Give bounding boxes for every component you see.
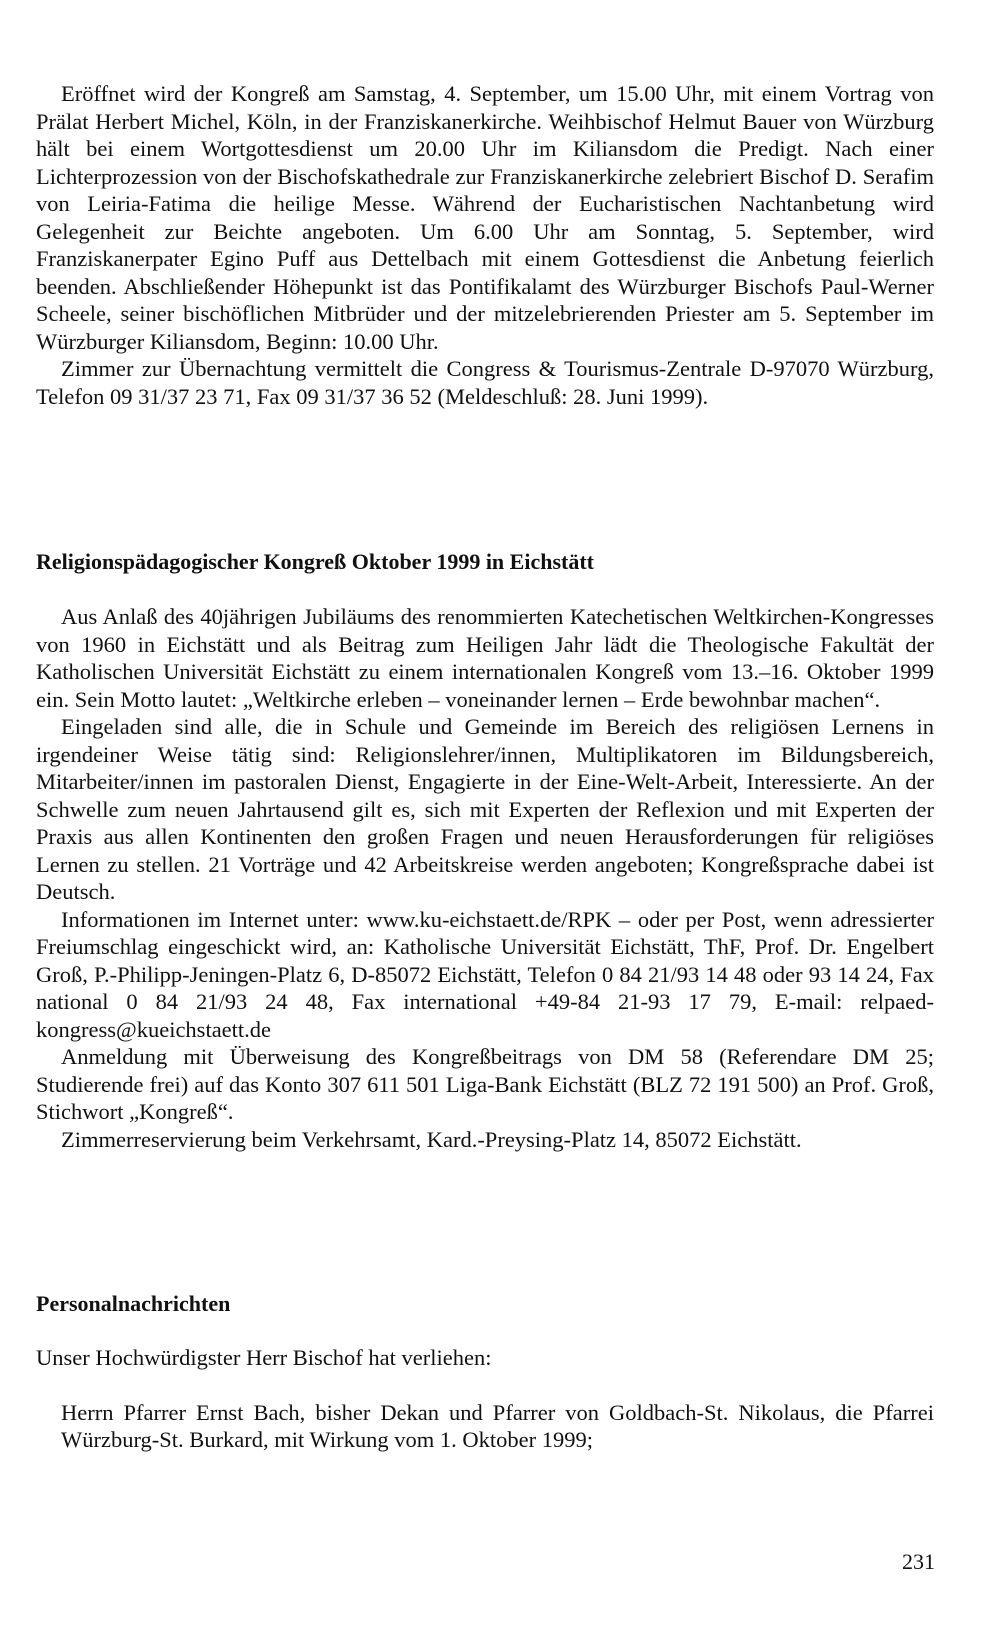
section-heading-eichstaett: Religionspädagogischer Kongreß Oktober 1999 in Eichstätt — [36, 549, 594, 574]
section-heading-personnel: Personalnachrichten — [36, 1291, 231, 1316]
eichstaett-invitation-paragraph: Eingeladen sind alle, die in Schule und Gemeinde im Bereich des religiösen Lernens in irgendeiner Weise tätig sind: Religionslehrer/innen, Multiplikatoren im Bildungsbereich, Mitarbeiter/innen im pastoralen Dienst, Engagierte in der Eine-Welt-Arbeit, Interessierte. An der Schwelle zum neuen Jahrtausend gilt es, sich mit Experten der Reflexion und mit Experten der Praxis aus allen Kontinenten den großen Fragen und neuen Herausforderungen für religiöses Lernen zu stellen. 21 Vorträge und 42 Arbeitskreise werden angeboten; Kongreßsprache dabei ist Deutsch. — [36, 714, 934, 904]
section-personnel-news — [36, 1290, 934, 1454]
page-number: 231 — [902, 1549, 935, 1574]
section-congress-program — [36, 80, 934, 410]
eichstaett-registration-paragraph: Anmeldung mit Überweisung des Kongreßbeitrags von DM 58 (Referendare DM 25; Studierende frei) auf das Konto 307 611 501 Liga-Bank Eichstätt (BLZ 72 191 500) an Prof. Groß, Stichwort „Kongreß“. — [36, 1044, 934, 1124]
eichstaett-rooms-paragraph: Zimmerreservierung beim Verkehrsamt, Kard.-Preysing-Platz 14, 85072 Eichstätt. — [61, 1126, 802, 1152]
accommodation-paragraph: Zimmer zur Übernachtung vermittelt die Congress & Tourismus-Zentrale D-97070 Würzburg, Telefon 09 31/37 23 71, Fax 09 31/37 36 52 (Meldeschluß: 28. Juni 1999). — [36, 356, 934, 409]
section-eichstaett-congress — [36, 548, 934, 1153]
personnel-entry: Herrn Pfarrer Ernst Bach, bisher Dekan und Pfarrer von Goldbach-St. Nikolaus, die Pfarrei Würzburg-St. Burkard, mit Wirkung vom 1. Oktober 1999; — [61, 1399, 934, 1452]
eichstaett-intro-paragraph: Aus Anlaß des 40jährigen Jubiläums des renommierten Katechetischen Weltkirchen-Kongresses von 1960 in Eichstätt und als Beitrag zum Heiligen Jahr lädt die Theologische Fakultät der Katholischen Universität Eichstätt zu einem internationalen Kongreß vom 13.–16. Oktober 1999 ein. Sein Motto lautet: „Weltkirche erleben – voneinander lernen – Erde bewohnbar machen“. — [36, 604, 934, 712]
program-paragraph: Eröffnet wird der Kongreß am Samstag, 4. September, um 15.00 Uhr, mit einem Vortrag von Prälat Herbert Michel, Köln, in der Franziskanerkirche. Weihbischof Helmut Bauer von Würzburg hält bei einem Wortgottesdienst um 20.00 Uhr im Kiliansdom die Predigt. Nach einer Lichterprozession von der Bischofskathedrale zur Franziskanerkirche zelebriert Bischof D. Serafim von Leiria-Fatima die heilige Messe. Während der Eucharistischen Nachtanbetung wird Gelegenheit zur Beichte angeboten. Um 6.00 Uhr am Sonntag, 5. September, wird Franziskanerpater Egino Puff aus Dettelbach mit einem Gottesdienst die Anbetung feierlich beenden. Abschließender Höhepunkt ist das Pontifikalamt des Würzburger Bischofs Paul-Werner Scheele, seiner bischöflichen Mitbrüder und der mitzelebrierenden Priester am 5. September im Würzburger Kiliansdom, Beginn: 10.00 Uhr. — [36, 81, 934, 354]
eichstaett-information-paragraph: Informationen im Internet unter: www.ku-eichstaett.de/RPK – oder per Post, wenn adressierter Freiumschlag eingeschickt wird, an: Katholische Universität Eichstätt, ThF, Prof. Dr. Engelbert Groß, P.-Philipp-Jeningen-Platz 6, D-85072 Eichstätt, Telefon 0 84 21/93 14 48 oder 93 14 24, Fax national 0 84 21/93 24 48, Fax international +49-84 21-93 17 79, E-mail: relpaed-kongress@kueichstaett.de — [36, 906, 934, 1042]
personnel-intro: Unser Hochwürdigster Herr Bischof hat verliehen: — [36, 1345, 492, 1370]
